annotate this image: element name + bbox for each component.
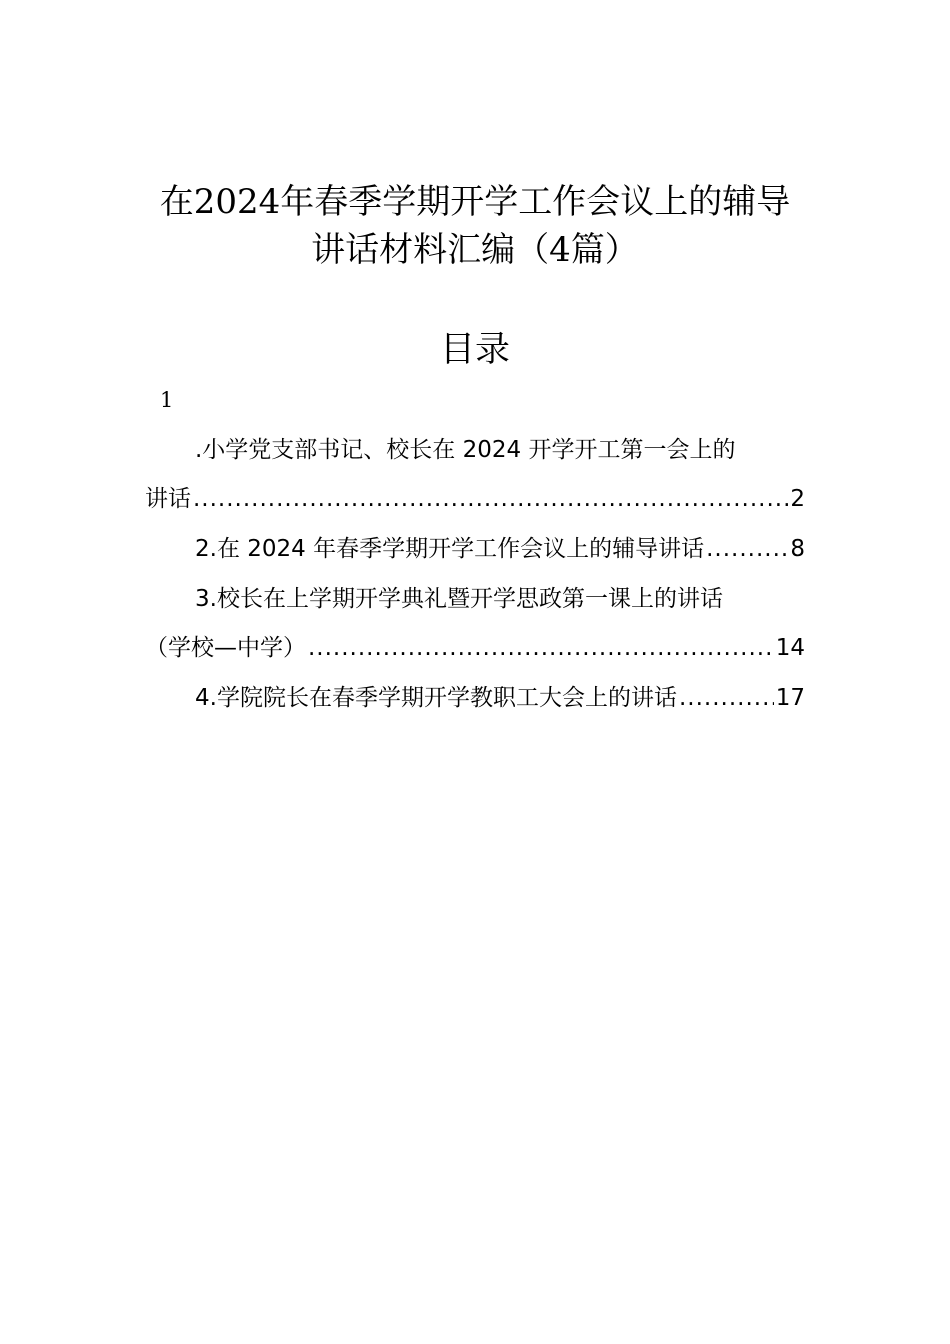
toc-entry-2-page: 8 (790, 536, 805, 562)
toc-leader-dots (193, 482, 788, 516)
toc-heading: 目录 (439, 330, 510, 370)
title-suffix: 年春季学期开学工作会议上的辅导 (280, 182, 791, 222)
footnote-number: 1 (160, 388, 174, 412)
toc-leader-dots (679, 681, 774, 715)
toc-entry-3-text: 3.校长在上学期开学典礼暨开学思政第一课上的讲话 (195, 586, 723, 612)
toc-entry-3-line-2[interactable] (145, 631, 805, 665)
document-title-line-2 (100, 224, 850, 276)
document-title-line-1 (100, 176, 850, 228)
title-line2-prefix: 讲话材料汇编（ (311, 230, 550, 270)
toc-entry-3-page: 14 (775, 635, 805, 661)
toc-entry-3-line-1[interactable] (145, 582, 805, 616)
toc-leader-dots (308, 631, 774, 665)
title-year: 2024 (193, 182, 281, 222)
toc-entry-4-text: 4.学院院长在春季学期开学教职工大会上的讲话 (195, 685, 677, 711)
toc-entry-2[interactable] (145, 532, 805, 566)
toc-entry-4-page: 17 (775, 685, 805, 711)
toc-entry-3-continuation: （学校—中学） (145, 635, 306, 661)
title-line2-suffix: 篇） (570, 230, 639, 270)
toc-leader-dots (706, 532, 788, 566)
toc-entry-1-page: 2 (790, 486, 805, 512)
toc-entry-1-text: .小学党支部书记、校长在 2024 开学开工第一会上的 (195, 437, 736, 463)
toc-entry-2-text: 2.在 2024 年春季学期开学工作会议上的辅导讲话 (195, 536, 705, 562)
title-prefix: 在 (159, 182, 194, 222)
toc-entry-4[interactable] (145, 681, 805, 715)
toc-entry-1-continuation: 讲话 (145, 486, 191, 512)
toc-entry-1-line-2[interactable] (145, 482, 805, 516)
title-count: 4 (549, 230, 571, 270)
toc-entry-1-line-1[interactable] (145, 433, 805, 467)
